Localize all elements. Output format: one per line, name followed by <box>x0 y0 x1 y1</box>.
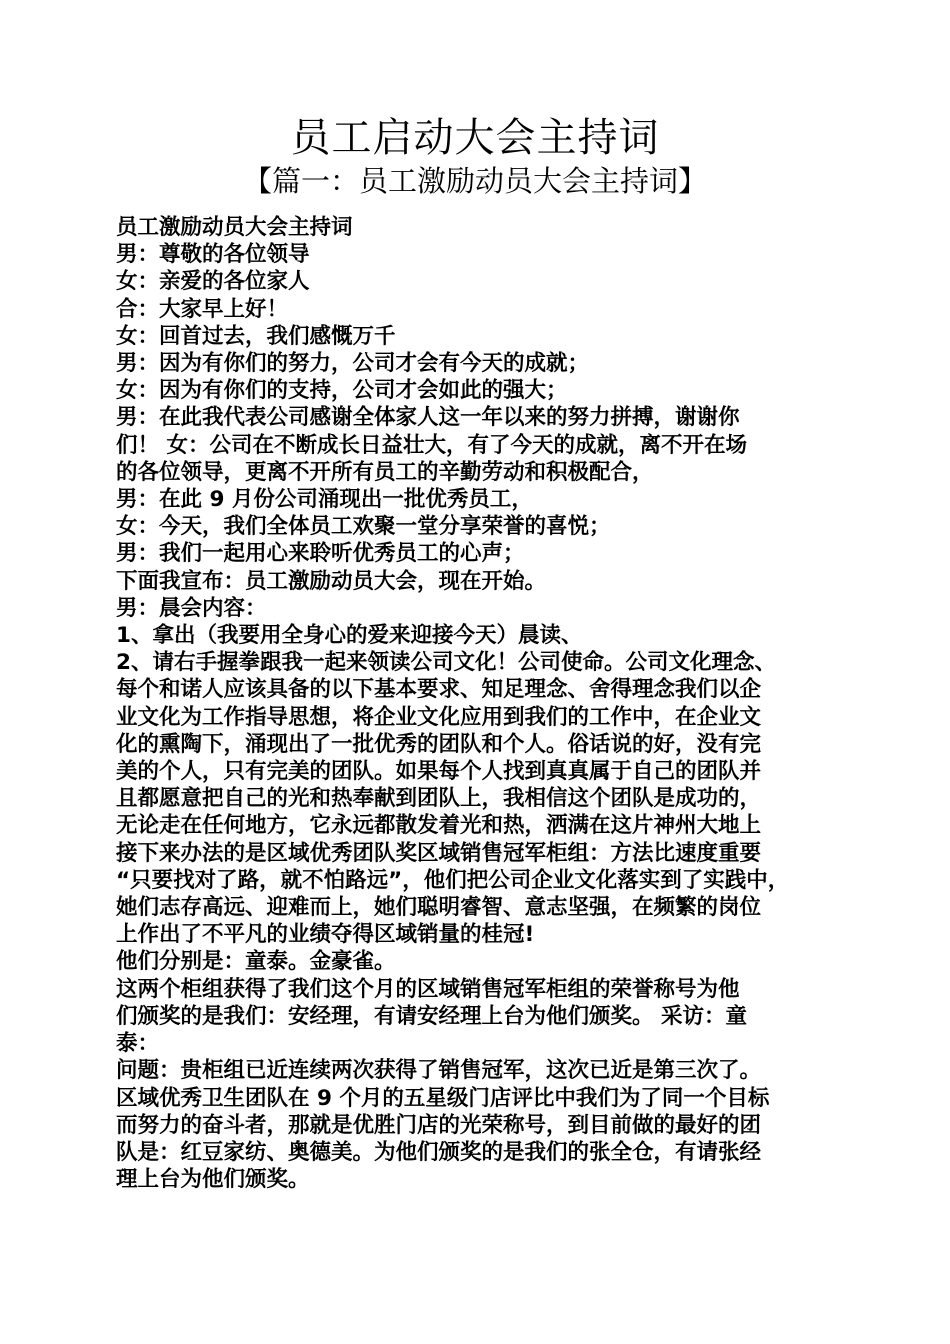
body-line: 的各位领导，更离不开所有员工的辛勤劳动和积极配合， <box>116 459 654 485</box>
body-line: “只要找对了路，就不怕路远”，他们把公司企业文化落实到了实践中， <box>116 867 790 893</box>
body-line: 男：我们一起用心来聆听优秀员工的心声； <box>116 541 525 567</box>
body-line: 合：大家早上好！ <box>116 296 289 322</box>
document-subtitle: 【篇一：员工激励动员大会主持词】 <box>242 164 707 198</box>
body-line: 们！ 女：公司在不断成长日益壮大，有了今天的成就，离不开在场 <box>116 432 747 458</box>
body-line: 每个和诺人应该具备的以下基本要求、知足理念、舍得理念我们以企 <box>116 677 762 703</box>
body-line: 区域优秀卫生团队在 9 个月的五星级门店评比中我们为了同一个目标 <box>116 1085 770 1111</box>
document-title: 员工启动大会主持词 <box>290 115 660 161</box>
body-line: 无论走在任何地方，它永远都散发着光和热，洒满在这片神州大地上 <box>116 813 762 839</box>
body-line: 队是：红豆家纺、奥德美。为他们颁奖的是我们的张全仓，有请张经 <box>116 1139 762 1165</box>
body-line: 他们分别是：童泰。金豪雀。 <box>116 949 396 975</box>
body-line: 理上台为他们颁奖。 <box>116 1167 310 1193</box>
body-line: 化的熏陶下，涌现出了一批优秀的团队和个人。俗话说的好，没有完 <box>116 731 762 757</box>
body-line: 上作出了不平凡的业绩夺得区域销量的桂冠! <box>116 922 535 948</box>
body-line: 她们志存高远、迎难而上，她们聪明睿智、意志坚强，在频繁的岗位 <box>116 895 762 921</box>
body-line: 女：今天，我们全体员工欢聚一堂分享荣誉的喜悦； <box>116 514 611 540</box>
body-line: 1、拿出（我要用全身心的爱来迎接今天）晨读、 <box>116 623 583 649</box>
body-line: 男：在此我代表公司感谢全体家人这一年以来的努力拼搏，谢谢你 <box>116 405 740 431</box>
body-line: 泰： <box>116 1031 160 1057</box>
document-body <box>116 214 844 1193</box>
body-line: 这两个柜组获得了我们这个月的区域销售冠军柜组的荣誉称号为他 <box>116 976 740 1002</box>
body-line: 接下来办法的是区域优秀团队奖区域销售冠军柜组：方法比速度重要 <box>116 840 762 866</box>
body-line: 员工激励动员大会主持词 <box>116 215 353 240</box>
body-line: 男：尊敬的各位领导 <box>116 242 310 268</box>
body-line: 女：回首过去，我们感慨万千 <box>116 323 396 349</box>
body-line: 问题：贵柜组已近连续两次获得了销售冠军，这次已近是第三次了。 <box>116 1058 762 1084</box>
body-line: 男：因为有你们的努力，公司才会有今天的成就； <box>116 351 590 377</box>
body-line: 美的个人，只有完美的团队。如果每个人找到真真属于自己的团队并 <box>116 759 762 785</box>
body-line: 们颁奖的是我们：安经理，有请安经理上台为他们颁奖。 采访：童 <box>116 1003 747 1029</box>
body-line: 女：因为有你们的支持，公司才会如此的强大； <box>116 378 568 404</box>
body-line: 下面我宣布：员工激励动员大会，现在开始。 <box>116 568 547 594</box>
body-line: 女：亲爱的各位家人 <box>116 269 310 295</box>
body-line: 2、请右手握拳跟我一起来领读公司文化！公司使命。公司文化理念、 <box>116 650 776 676</box>
body-line: 男：晨会内容： <box>116 595 267 621</box>
body-line: 业文化为工作指导思想，将企业文化应用到我们的工作中，在企业文 <box>116 704 762 730</box>
body-line: 男：在此 9 月份公司涌现出一批优秀员工， <box>116 487 533 513</box>
body-line: 而努力的奋斗者，那就是优胜门店的光荣称号，到目前做的最好的团 <box>116 1112 762 1138</box>
body-line: 且都愿意把自己的光和热奉献到团队上，我相信这个团队是成功的， <box>116 786 762 812</box>
